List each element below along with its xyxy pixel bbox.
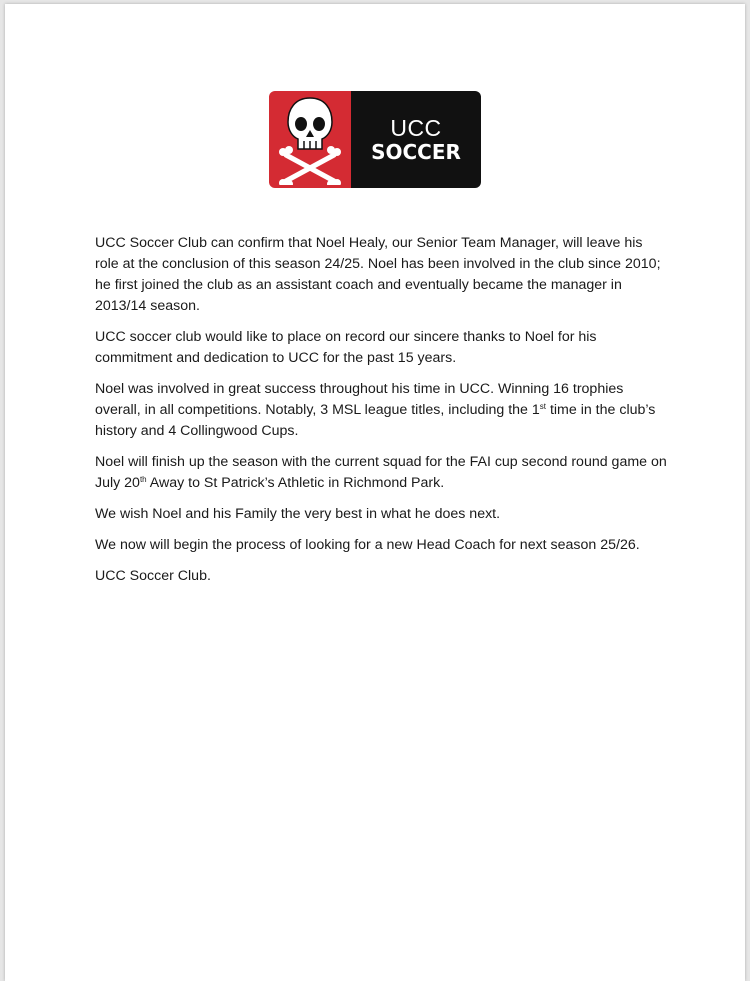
ordinal-suffix: th: [139, 475, 147, 484]
announcement-body: [95, 233, 670, 597]
logo-text-ucc: UCC: [390, 115, 442, 141]
paragraph-1: UCC Soccer Club can confirm that Noel Healy, our Senior Team Manager, will leave his role at the conclusion of this season 24/25. Noel has been involved in the club since 2010; he first joined the club as an assistant coach and eventually became the manager in 2013/14 season.: [95, 235, 661, 314]
sign-off: UCC Soccer Club.: [95, 568, 211, 584]
ucc-soccer-logo: [269, 91, 481, 188]
ordinal-suffix: st: [539, 402, 547, 411]
logo-red-panel: [269, 91, 351, 188]
skull-crossbones-icon: [277, 95, 343, 185]
paragraph-2: UCC soccer club would like to place on record our sincere thanks to Noel for his commitment and dedication to UCC for the past 15 years.: [95, 329, 597, 366]
paragraph-3: [95, 379, 670, 442]
logo-black-panel: [351, 91, 481, 188]
paragraph-4: [95, 452, 670, 494]
paragraph-6: We now will begin the process of looking for a new Head Coach for next season 25/26.: [95, 537, 640, 553]
paragraph-3-part-2: time in the club’s history and 4 Collingwood Cups.: [95, 402, 656, 439]
paragraph-4-part-2: Away to St Patrick’s Athletic in Richmond Park.: [146, 475, 445, 491]
paragraph-3-part-1: Noel was involved in great success throughout his time in UCC. Winning 16 trophies overall, in all competitions. Notably, 3 MSL league titles, including the 1: [95, 381, 624, 418]
document-page: [5, 4, 745, 981]
paragraph-5: We wish Noel and his Family the very best in what he does next.: [95, 506, 501, 522]
paragraph-4-part-1: Noel will finish up the season with the current squad for the FAI cup second round game on July 20: [95, 454, 667, 491]
logo-text-soccer: SOCCER: [371, 140, 461, 164]
